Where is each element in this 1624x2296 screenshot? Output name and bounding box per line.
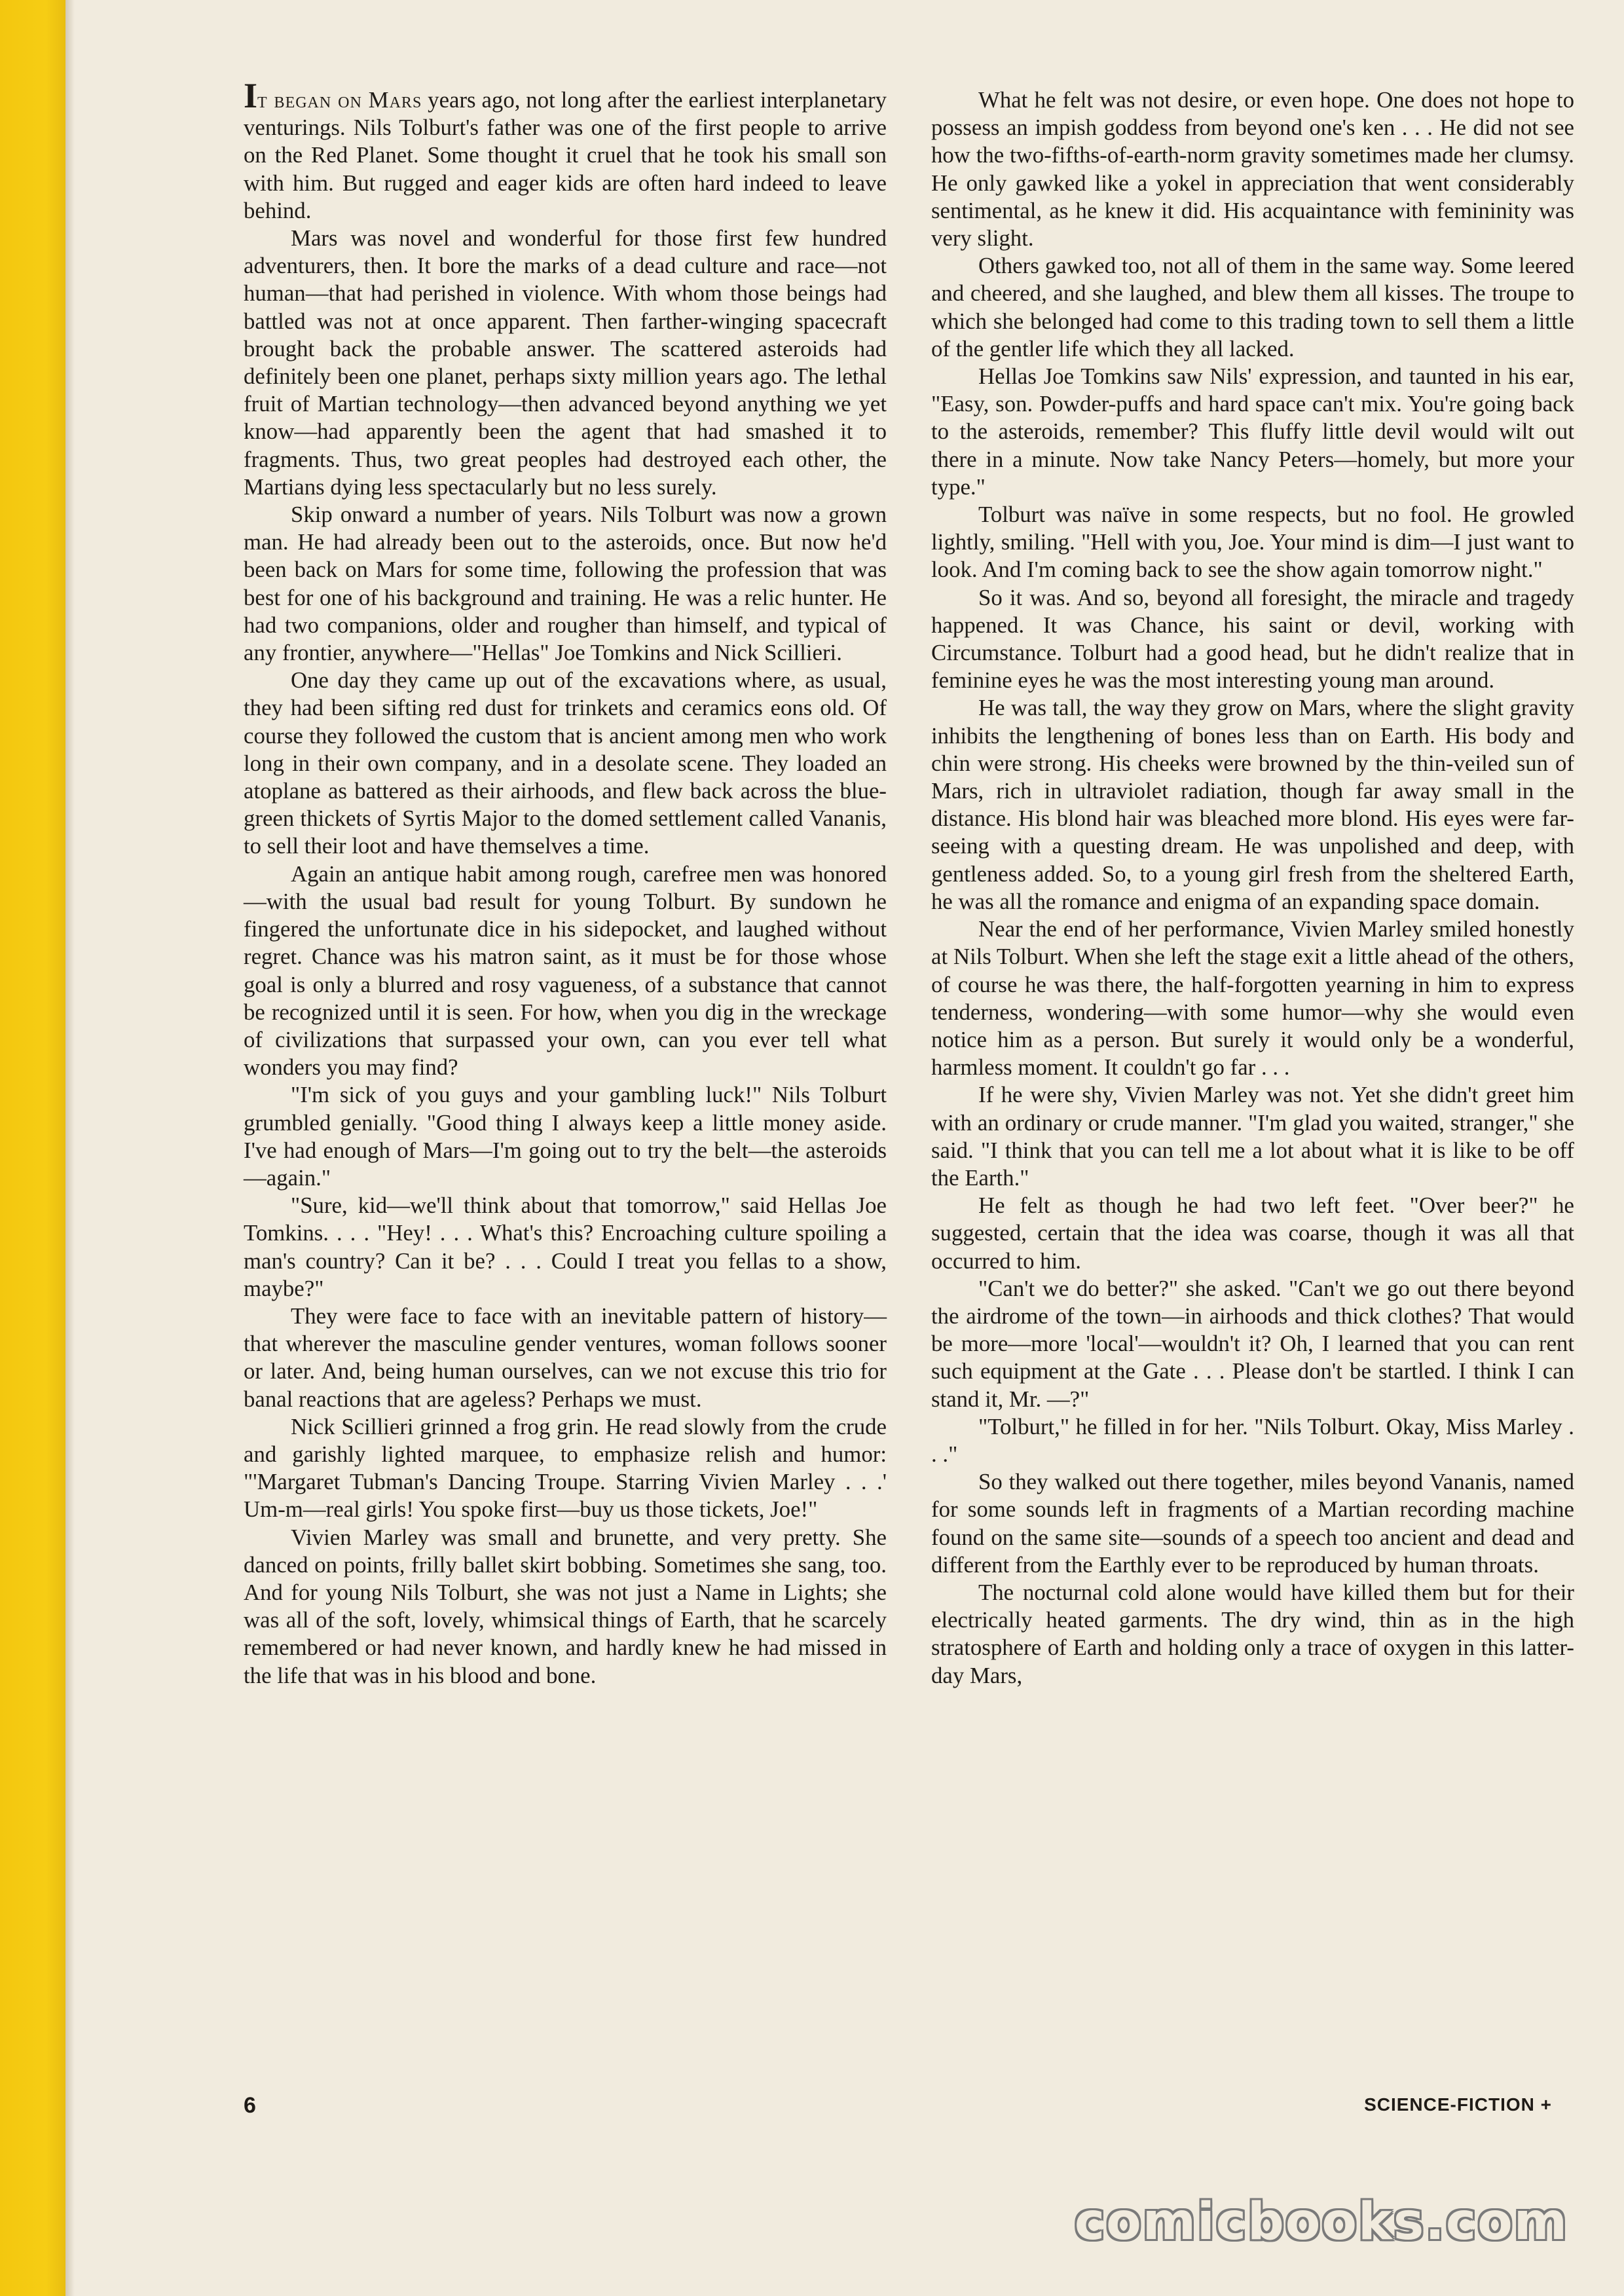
paragraph: Hellas Joe Tomkins saw Nils' expression, and taunted in his ear, "Easy, son. Powder-puffs and hard space can't mix. You're going back to the asteroids, remember? This fluffy little devil would wilt out there in a minute. Now take Nancy Peters—homely, but more your type.": [931, 363, 1574, 500]
watermark-logo: comicbooks.com: [1074, 2193, 1568, 2251]
opening-small-caps: t began on Mars: [257, 87, 422, 113]
paragraph: Vivien Marley was small and brunette, and very pretty. She danced on points, frilly ballet skirt bobbing. Sometimes she sang, too. And for young Nils Tolburt, she was not just a Name in Lights; she was all of the soft, lovely, whimsical things of Earth, that he scarcely remembered or had never known, and hardly knew he had missed in the life that was in his blood and bone.: [244, 1524, 887, 1688]
drop-cap: I: [244, 76, 258, 115]
paragraph: "Can't we do better?" she asked. "Can't we go out there beyond the airdrome of the town—in airhoods and thick clothes? That would be more—more 'local'—wouldn't it? Oh, I learned that you can rent such equipment at the Gate . . . Please don't be startled. I think I can stand it, Mr. —?": [931, 1275, 1574, 1412]
paragraph: "Tolburt," he filled in for her. "Nils Tolburt. Okay, Miss Marley . . .": [931, 1413, 1574, 1467]
paragraph: One day they came up out of the excavations where, as usual, they had been sifting red dust for trinkets and ceramics eons old. Of course they followed the custom that is ancient among men who work long in their own company, and in a desolate scene. They loaded an atoplane as battered as their airhoods, and flew back across the blue-green thickets of Syrtis Major to the domed settlement called Vananis, to sell their loot and have themselves a time.: [244, 667, 887, 859]
left-column: [244, 76, 887, 1690]
paragraph: He felt as though he had two left feet. "Over beer?" he suggested, certain that the idea was coarse, though it was all that occurred to him.: [931, 1193, 1574, 1274]
right-column: [931, 86, 1574, 1690]
paragraph: Others gawked too, not all of them in the same way. Some leered and cheered, and she laughed, and blew them all kisses. The troupe to which she belonged had come to this trading town to sell them a little of the gentler life which they all lacked.: [931, 253, 1574, 361]
paragraph: He was tall, the way they grow on Mars, where the slight gravity inhibits the lengthening of bones less than on Earth. His body and chin were strong. His cheeks were browned by the thin-veiled sun of Mars, rich in ultraviolet radiation, though far away small in the distance. His blond hair was bleached more blond. His eyes were far-seeing with a questing dream. He was unpolished and deep, with gentleness added. So, to a young girl fresh from the sheltered Earth, he was all the romance and enigma of an expanding space domain.: [931, 695, 1574, 914]
page-number: 6: [244, 2093, 256, 2118]
yellow-spine-strip: [0, 0, 65, 2296]
paragraph: So it was. And so, beyond all foresight, the miracle and tragedy happened. It was Chance, his saint or devil, working with Circumstance. Tolburt had a good head, but he didn't realize that in feminine eyes he was the most interesting young man around.: [931, 584, 1574, 694]
opening-text: years ago, not long after the earliest interplanetary venturings. Nils Tolburt's father was one of the first people to arrive on the Red Planet. Some thought it cruel that he took his small son with him. But rugged and eager kids are often hard indeed to leave behind.: [244, 87, 887, 223]
opening-paragraph: [244, 76, 887, 225]
paragraph: What he felt was not desire, or even hope. One does not hope to possess an impish goddess from beyond one's ken . . . He did not see how the two-fifths-of-earth-norm gravity sometimes made her clumsy. He only gawked like a yokel in appreciation that went considerably sentimental, as he knew it did. His acquaintance with femininity was very slight.: [931, 87, 1574, 251]
paragraph: "I'm sick of you guys and your gambling luck!" Nils Tolburt grumbled genially. "Good thing I always keep a little money aside. I've had enough of Mars—I'm going out to try the belt—the asteroids—again.": [244, 1082, 887, 1191]
magazine-title: SCIENCE-FICTION +: [1364, 2094, 1552, 2115]
spine-shadow: [65, 0, 75, 2296]
paragraph: Tolburt was naïve in some respects, but no fool. He growled lightly, smiling. "Hell with you, Joe. Your mind is dim—I just want to look. And I'm coming back to see the show again tomorrow night.": [931, 502, 1574, 583]
paragraph: Nick Scillieri grinned a frog grin. He read slowly from the crude and garishly lighted marquee, to emphasize relish and humor: "'Margaret Tubman's Dancing Troupe. Starring Vivien Marley . . .' Um-m—real girls! You spoke first—buy us those tickets, Joe!": [244, 1413, 887, 1523]
paragraph: Skip onward a number of years. Nils Tolburt was now a grown man. He had already been out to the asteroids, once. But now he'd been back on Mars for some time, following the profession that was best for one of his background and training. He was a relic hunter. He had two companions, older and rougher than himself, and typical of any frontier, anywhere—"Hellas" Joe Tomkins and Nick Scillieri.: [244, 502, 887, 666]
paragraph: So they walked out there together, miles beyond Vananis, named for some sounds left in fragments of a Martian recording machine found on the same site—sounds of a speech too ancient and dead and different from the Earthly ever to be reproduced by human throats.: [931, 1469, 1574, 1578]
paragraph: "Sure, kid—we'll think about that tomorrow," said Hellas Joe Tomkins. . . . "Hey! . . . What's this? Encroaching culture spoiling a man's country? Can it be? . . . Could I treat you fellas to a show, maybe?": [244, 1193, 887, 1301]
paragraph: They were face to face with an inevitable pattern of history—that wherever the masculine gender ventures, woman follows sooner or later. And, being human ourselves, can we not excuse this trio for banal reactions that are ageless? Perhaps we must.: [244, 1303, 887, 1412]
paragraph: If he were shy, Vivien Marley was not. Yet she didn't greet him with an ordinary or crude manner. "I'm glad you waited, stranger," she said. "I think that you can tell me a lot about what it is like to be off the Earth.": [931, 1082, 1574, 1191]
paragraph: Near the end of her performance, Vivien Marley smiled honestly at Nils Tolburt. When she left the stage exit a little ahead of the others, of course he was there, the half-forgotten yearning in him to express tenderness, wondering—with some humor—why she would even notice him as a person. But surely it would only be a wonderful, harmless moment. It couldn't go far . . .: [931, 916, 1574, 1081]
paragraph: Again an antique habit among rough, carefree men was honored—with the usual bad result for young Tolburt. By sundown he fingered the unfortunate dice in his sidepocket, and laughed without regret. Chance was his matron saint, as it must be for those whose goal is only a blurred and rosy vagueness, of a substance that cannot be recognized until it is seen. For how, when you dig in the wreckage of civilizations that surpassed your own, can you ever tell what wonders you may find?: [244, 861, 887, 1081]
paragraph: Mars was novel and wonderful for those first few hundred adventurers, then. It bore the marks of a dead culture and race—not human—that had perished in violence. With whom those beings had battled was not at once apparent. Then farther-winging spacecraft brought back the probable answer. The scattered asteroids had definitely been one planet, perhaps sixty million years ago. The lethal fruit of Martian technology—then advanced beyond anything we yet know—had apparently been the agent that had smashed it to fragments. Thus, two great peoples had destroyed each other, the Martians dying less spectacularly but no less surely.: [244, 225, 887, 500]
paragraph: The nocturnal cold alone would have killed them but for their electrically heated garments. The dry wind, thin as in the high stratosphere of Earth and holding only a trace of oxygen in this latter-day Mars,: [931, 1579, 1574, 1688]
